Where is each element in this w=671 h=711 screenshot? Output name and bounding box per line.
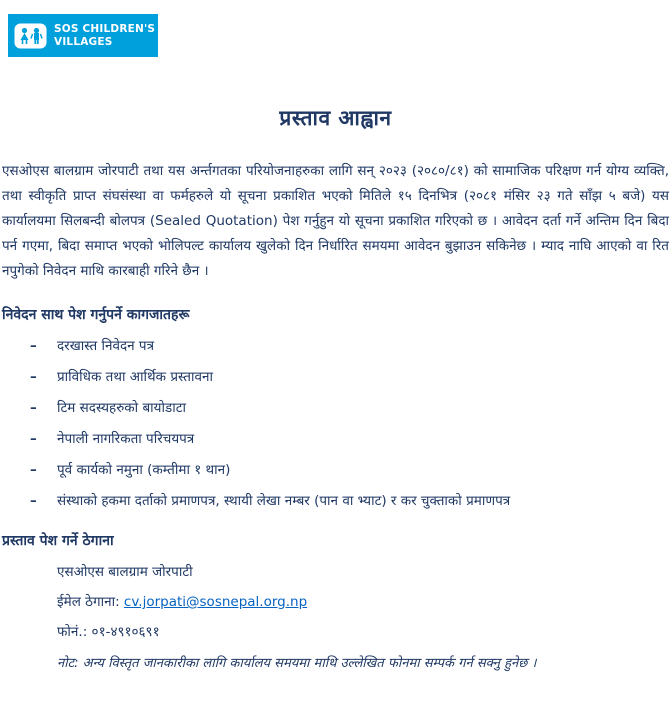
dash-bullet: –	[30, 493, 37, 509]
sos-children-icon	[14, 23, 47, 49]
sos-logo	[8, 14, 158, 57]
dash-bullet: –	[30, 462, 37, 478]
address-section-heading: प्रस्ताव पेश गर्ने ठेगाना	[2, 533, 114, 549]
list-item	[2, 430, 669, 448]
email-link[interactable]: cv.jorpati@sosnepal.org.np	[123, 594, 308, 610]
sos-logo-text-line2: VILLAGES	[54, 35, 113, 48]
list-item-text: पूर्व कार्यको नमुना (कम्तीमा १ थान)	[57, 462, 231, 478]
list-item	[2, 368, 669, 386]
phone-label: फोनं.:	[57, 624, 88, 640]
list-item	[2, 492, 669, 510]
email-line	[2, 593, 669, 611]
list-item	[2, 461, 669, 479]
email-label: ईमेल ठेगाना:	[57, 594, 120, 610]
dash-bullet: –	[30, 400, 37, 416]
list-item-text: नेपाली नागरिकता परिचयपत्र	[57, 431, 195, 447]
page-title: प्रस्ताव आह्वान	[279, 106, 392, 130]
list-item-text: प्राविधिक तथा आर्थिक प्रस्तावना	[57, 369, 213, 385]
phone-number: ०१-४९१०६९१	[91, 624, 160, 640]
list-item-text: टिम सदस्यहरुको बायोडाटा	[57, 400, 186, 416]
list-item-text: संस्थाको हकमा दर्ताको प्रमाणपत्र, स्थायी लेखा नम्बर (पान वा भ्याट) र कर चुक्ताको प्रमाणपत्र	[57, 493, 511, 509]
org-name: एसओएस बालग्राम जोरपाटी	[57, 564, 193, 580]
dash-bullet: –	[30, 369, 37, 385]
list-item	[2, 399, 669, 417]
list-item-text: दरखास्त निवेदन पत्र	[57, 338, 155, 354]
intro-paragraph: एसओएस बालग्राम जोरपाटी तथा यस अर्न्तगतका परियोजनाहरुका लागि सन् २०२३ (२०८०/८१) को सामाजिक परिक्षण गर्न योग्य व्यक्ति, तथा स्वीकृति प्राप्त संघसंस्था वा फर्महरुले यो सूचना प्रकाशित भएको मितिले १५ दिनभित्र (२०८१ मंसिर २३ गते साँझ ५ बजे) यस कार्यालयमा सिलबन्दी बोलपत्र (Sealed Quotation) पेश गर्नुहुन यो सूचना प्रकाशित गरिएको छ । आवेदन दर्ता गर्ने अन्तिम दिन बिदा पर्न गएमा, बिदा समाप्त भएको भोलिपल्ट कार्यालय खुलेको दिन निर्धारित समयमा आवेदन बुझाउन सकिनेछ । म्याद नाघि आएको वा रित नपुगेको निवेदन माथि कारबाही गरिने छैन ।	[2, 163, 669, 279]
sos-logo-text	[54, 23, 155, 48]
list-item	[2, 337, 669, 355]
dash-bullet: –	[30, 338, 37, 354]
note-text: नोट: अन्य विस्तृत जानकारीका लागि कार्यालय समयमा माथि उल्लेखित फोनमा सम्पर्क गर्न सक्नु हुनेछ ।	[57, 656, 537, 671]
phone-line	[2, 623, 669, 641]
address-block	[2, 563, 669, 671]
documents-section-heading: निवेदन साथ पेश गर्नुपर्ने कागजातहरू	[2, 307, 190, 323]
documents-list	[2, 337, 669, 510]
sos-logo-text-line1: SOS CHILDREN'S	[54, 23, 156, 35]
dash-bullet: –	[30, 431, 37, 447]
